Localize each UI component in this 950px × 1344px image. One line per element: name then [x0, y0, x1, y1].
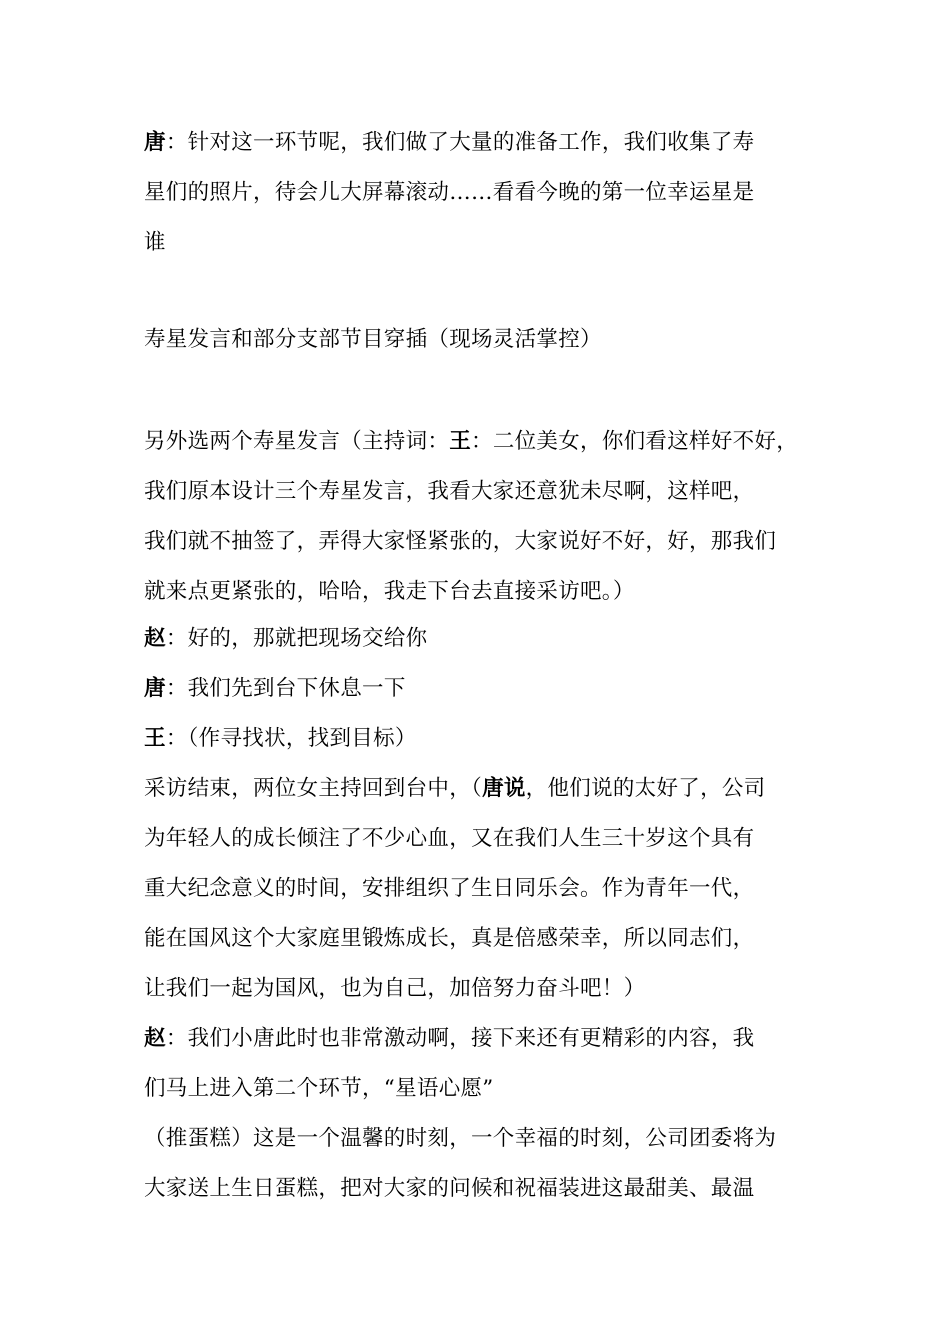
- line-text: 采访结束，两位女主持回到台中，（: [144, 776, 483, 801]
- line-3: [144, 228, 166, 258]
- line-12: [144, 774, 765, 804]
- line-text: ：二位美女，你们看这样好不好，: [471, 429, 799, 454]
- speaker-wang: 王: [449, 429, 472, 454]
- line-13: [144, 824, 754, 854]
- line-text: ：针对这一环节呢，我们做了大量的准备工作，我们收集了寿: [165, 130, 755, 155]
- line-text: 谁: [144, 230, 166, 255]
- line-18: [144, 1074, 494, 1104]
- line-text: 寿星发言和部分支部节目穿插（现场灵活掌控）: [144, 327, 602, 352]
- speaker-tang-says: 唐说: [482, 776, 526, 801]
- speaker-zhao: 赵: [144, 1026, 166, 1051]
- line-text: 我们就不抽签了，弄得大家怪紧张的，大家说好不好，好，那我们: [144, 529, 777, 554]
- line-text: 另外选两个寿星发言（主持词：: [144, 429, 450, 454]
- line-text: 为年轻人的成长倾注了不少心血，又在我们人生三十岁这个具有: [144, 826, 755, 851]
- line-6: [144, 477, 754, 507]
- line-text: 能在国风这个大家庭里锻炼成长，真是倍感荣幸，所以同志们，: [144, 926, 755, 951]
- line-20: [144, 1174, 754, 1204]
- speaker-tang: 唐: [144, 676, 166, 701]
- speaker-wang: 王: [144, 726, 166, 751]
- line-text: ：（作寻找状，找到目标）: [165, 726, 417, 751]
- line-5: [144, 427, 798, 457]
- line-16: [144, 974, 645, 1004]
- line-15: [144, 924, 754, 954]
- speaker-tang: 唐: [144, 130, 166, 155]
- speaker-zhao: 赵: [144, 626, 166, 651]
- line-text: （推蛋糕）这是一个温馨的时刻，一个幸福的时刻，公司团委将为: [144, 1126, 777, 1151]
- line-10: [144, 674, 406, 704]
- line-text: ：好的，那就把现场交给你: [165, 626, 428, 651]
- section-note: [144, 325, 602, 355]
- line-9: [144, 624, 427, 654]
- line-text: 星们的照片，待会儿大屏幕滚动……看看今晚的第一位幸运星是: [144, 180, 755, 205]
- line-text: ，他们说的太好了，公司: [525, 776, 766, 801]
- line-14: [144, 874, 754, 904]
- line-1: [144, 128, 754, 158]
- line-17: [144, 1024, 754, 1054]
- line-text: 重大纪念意义的时间，安排组织了生日同乐会。作为青年一代，: [144, 876, 755, 901]
- line-7: [144, 527, 776, 557]
- line-11: [144, 724, 417, 754]
- line-8: [144, 577, 635, 607]
- line-2: [144, 178, 754, 208]
- line-text: ：我们先到台下休息一下: [165, 676, 406, 701]
- line-text: 大家送上生日蛋糕，把对大家的问候和祝福装进这最甜美、最温: [144, 1176, 755, 1201]
- line-text: 们马上进入第二个环节，“星语心愿”: [144, 1076, 494, 1101]
- line-text: 让我们一起为国风，也为自己，加倍努力奋斗吧！）: [144, 976, 646, 1001]
- line-text: 就来点更紧张的，哈哈，我走下台去直接采访吧。）: [144, 579, 635, 604]
- line-19: [144, 1124, 776, 1154]
- line-text: ：我们小唐此时也非常激动啊，接下来还有更精彩的内容，我: [165, 1026, 755, 1051]
- line-text: 我们原本设计三个寿星发言，我看大家还意犹未尽啊，这样吧，: [144, 479, 755, 504]
